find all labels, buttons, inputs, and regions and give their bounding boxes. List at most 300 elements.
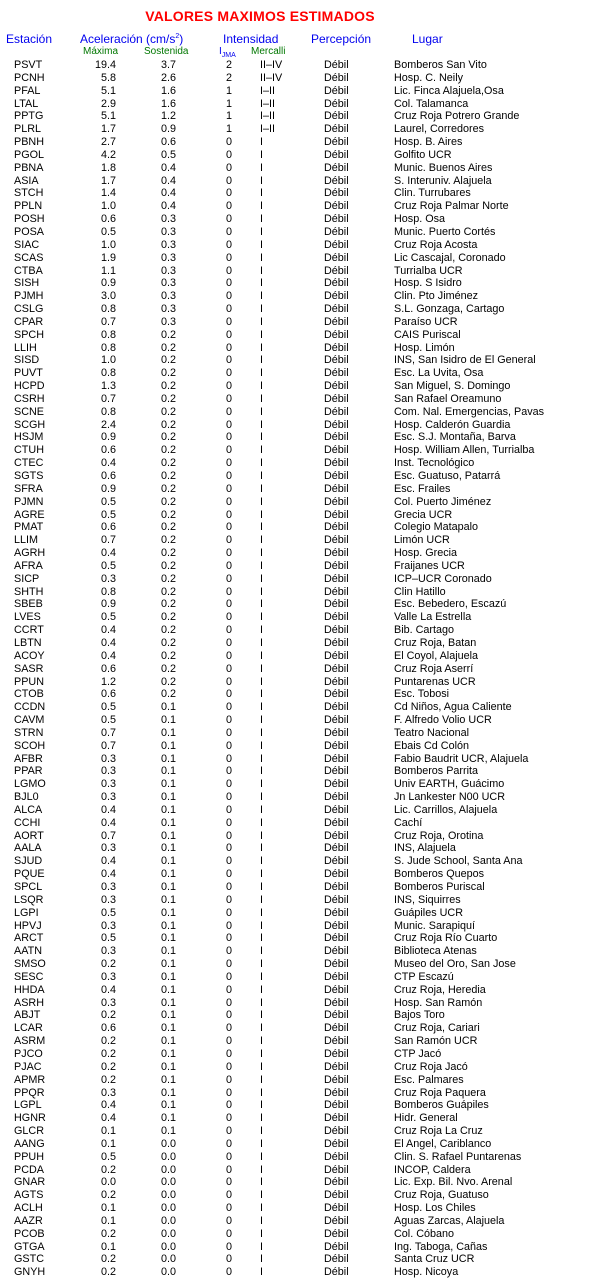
table-row (0, 149, 590, 162)
table-row (0, 830, 590, 843)
intensity-mercalli: I (260, 598, 263, 611)
perception: Débil (324, 405, 349, 418)
location: Cruz Roja, Batan (394, 636, 477, 649)
accel-sostenida: 0.2 (160, 328, 176, 341)
station-code: SHTH (14, 585, 44, 598)
perception: Débil (324, 572, 349, 585)
accel-sostenida: 0.1 (160, 958, 176, 971)
intensity-jma: 0 (225, 1163, 232, 1176)
accel-sostenida: 0.1 (160, 881, 176, 893)
location: ICP–UCR Coronado (394, 572, 492, 585)
intensity-jma: 0 (225, 868, 232, 881)
accel-max: 1.0 (100, 200, 116, 213)
accel-max: 0.6 (100, 213, 116, 226)
location: Hosp. San Ramón (394, 996, 483, 1009)
location: Cruz Roja Potrero Grande (394, 110, 520, 123)
accel-max: 1.1 (100, 264, 116, 277)
location: Esc. Guatuso, Patarrá (394, 470, 501, 482)
station-table (0, 59, 590, 1279)
perception: Débil (324, 1125, 349, 1138)
station-code: AANG (14, 1137, 45, 1150)
station-code: AGRE (14, 508, 45, 521)
table-row (0, 534, 590, 547)
intensity-jma: 0 (225, 842, 232, 855)
intensity-mercalli: I (260, 649, 263, 662)
accel-sostenida: 0.2 (160, 662, 176, 675)
accel-sostenida: 0.3 (160, 213, 176, 226)
intensity-mercalli: I (260, 405, 263, 418)
accel-sostenida: 0.0 (160, 1163, 176, 1176)
accel-max: 0.2 (100, 1047, 116, 1060)
perception: Débil (324, 970, 349, 983)
perception: Débil (324, 1060, 349, 1073)
location: S.L. Gonzaga, Cartago (394, 303, 505, 316)
accel-sostenida: 0.0 (160, 1266, 176, 1279)
intensity-jma: 0 (225, 945, 232, 958)
perception: Débil (324, 187, 349, 200)
location: Cruz Roja, Cariari (394, 1022, 480, 1035)
accel-max: 5.8 (100, 71, 116, 84)
station-code: PCOB (14, 1227, 45, 1240)
location: Com. Nal. Emergencias, Pavas (394, 405, 545, 418)
station-code: CSLG (14, 303, 44, 316)
station-code: PBNA (14, 161, 44, 174)
accel-sostenida: 0.2 (160, 547, 176, 560)
table-row (0, 419, 590, 432)
intensity-jma: 0 (225, 200, 232, 213)
intensity-mercalli: I (260, 932, 263, 945)
accel-max: 3.0 (100, 290, 116, 303)
intensity-jma: 0 (225, 1227, 232, 1240)
accel-sostenida: 0.2 (160, 559, 176, 572)
intensity-mercalli: I (260, 148, 263, 161)
accel-sostenida: 0.2 (160, 675, 176, 688)
perception: Débil (324, 1099, 349, 1112)
accel-sostenida: 0.1 (160, 1022, 176, 1035)
subheader-ijma-sub: JMA (221, 52, 236, 59)
table-row (0, 265, 590, 278)
perception: Débil (324, 328, 349, 341)
intensity-jma: 0 (225, 752, 232, 765)
accel-max: 1.0 (100, 354, 116, 367)
location: Laurel, Corredores (394, 123, 485, 136)
perception: Débil (324, 123, 349, 136)
intensity-jma: 0 (225, 251, 232, 264)
location: San Ramón UCR (394, 1035, 478, 1048)
header-aceleracion (80, 32, 183, 46)
table-row (0, 997, 590, 1010)
table-row (0, 1138, 590, 1151)
accel-sostenida: 0.2 (160, 624, 176, 637)
location: Inst. Tecnológico (394, 457, 475, 470)
station-code: PPAR (14, 765, 43, 778)
table-row (0, 252, 590, 265)
accel-sostenida: 0.6 (160, 136, 176, 149)
perception: Débil (324, 958, 349, 971)
location: Esc. La Uvita, Osa (394, 367, 484, 380)
station-code: ABJT (14, 1009, 41, 1022)
station-code: CAVM (14, 714, 45, 727)
table-row (0, 932, 590, 945)
intensity-jma: 0 (225, 341, 232, 354)
table-row (0, 393, 590, 406)
accel-max: 0.3 (100, 881, 116, 893)
table-row (0, 290, 590, 303)
perception: Débil (324, 726, 349, 739)
location: Bib. Cartago (394, 624, 455, 637)
accel-sostenida: 0.0 (160, 1137, 176, 1150)
station-code: ALCA (14, 803, 43, 816)
location: Hosp. Nicoya (394, 1266, 459, 1279)
location: Esc. Tobosi (394, 688, 450, 701)
intensity-mercalli: I (260, 675, 263, 688)
accel-max: 0.2 (100, 1253, 116, 1266)
accel-sostenida: 0.2 (160, 380, 176, 393)
intensity-jma: 0 (225, 983, 232, 996)
station-code: HPVJ (14, 919, 42, 932)
accel-max: 0.3 (100, 778, 116, 791)
intensity-jma: 0 (225, 572, 232, 585)
accel-sostenida: 0.2 (160, 418, 176, 431)
station-code: AGTS (14, 1189, 44, 1202)
accel-max: 5.1 (100, 110, 116, 123)
perception: Débil (324, 71, 349, 84)
station-code: PSVT (14, 59, 43, 71)
table-row (0, 984, 590, 997)
table-row (0, 1125, 590, 1138)
intensity-jma: 0 (225, 277, 232, 290)
header-estacion: Estación (6, 32, 53, 46)
intensity-mercalli: I (260, 521, 263, 534)
intensity-mercalli: I (260, 213, 263, 226)
intensity-mercalli: I (260, 470, 263, 482)
accel-max: 2.4 (100, 418, 116, 431)
intensity-mercalli: I (260, 945, 263, 958)
accel-max: 19.4 (94, 59, 116, 71)
location: Munic. Puerto Cortés (394, 225, 496, 238)
intensity-mercalli: I (260, 251, 263, 264)
intensity-jma: 0 (225, 765, 232, 778)
table-row (0, 791, 590, 804)
intensity-jma: 0 (225, 829, 232, 842)
perception: Débil (324, 354, 349, 367)
station-code: PJAC (14, 1060, 42, 1073)
perception: Débil (324, 996, 349, 1009)
accel-max: 0.2 (100, 1009, 116, 1022)
station-code: PPLN (14, 200, 43, 213)
accel-max: 0.5 (100, 906, 116, 919)
location: Esc. Bebedero, Escazú (394, 598, 507, 611)
accel-sostenida: 0.3 (160, 251, 176, 264)
location: INS, Alajuela (394, 842, 456, 855)
table-row (0, 765, 590, 778)
location: Cd Niños, Agua Caliente (394, 701, 512, 714)
intensity-mercalli: I (260, 958, 263, 971)
location: Clin. Pto Jiménez (394, 290, 479, 303)
location: Valle La Estrella (394, 611, 472, 624)
header-aceleracion-sup: 2 (175, 33, 180, 40)
location: Bomberos Puriscal (394, 881, 485, 893)
location: El Coyol, Alajuela (394, 649, 479, 662)
accel-sostenida: 0.1 (160, 1009, 176, 1022)
accel-sostenida: 0.1 (160, 816, 176, 829)
intensity-mercalli: I (260, 444, 263, 457)
intensity-mercalli: I (260, 739, 263, 752)
accel-max: 0.4 (100, 624, 116, 637)
accel-max: 0.2 (100, 1060, 116, 1073)
intensity-jma: 0 (225, 662, 232, 675)
accel-max: 0.3 (100, 842, 116, 855)
accel-max: 4.2 (100, 148, 116, 161)
station-code: PMAT (14, 521, 44, 534)
station-code: HHDA (14, 983, 45, 996)
accel-max: 0.1 (100, 1214, 116, 1227)
perception: Débil (324, 470, 349, 482)
location: Cruz Roja La Cruz (394, 1125, 483, 1138)
intensity-mercalli: I (260, 1227, 263, 1240)
intensity-mercalli: I (260, 636, 263, 649)
accel-sostenida: 0.0 (160, 1214, 176, 1227)
intensity-mercalli: I (260, 611, 263, 624)
perception: Débil (324, 136, 349, 149)
accel-max: 0.5 (100, 611, 116, 624)
table-row (0, 1061, 590, 1074)
intensity-jma: 0 (225, 392, 232, 405)
intensity-jma: 0 (225, 559, 232, 572)
station-code: PLRL (14, 123, 42, 136)
location: Hosp. Calderón Guardia (394, 418, 511, 431)
accel-sostenida: 0.3 (160, 238, 176, 251)
accel-sostenida: 0.2 (160, 534, 176, 547)
table-row (0, 1266, 590, 1279)
table-row (0, 598, 590, 611)
perception: Débil (324, 739, 349, 752)
perception: Débil (324, 1266, 349, 1279)
station-code: PUVT (14, 367, 43, 380)
accel-sostenida: 0.2 (160, 392, 176, 405)
perception: Débil (324, 174, 349, 187)
accel-max: 0.6 (100, 470, 116, 482)
station-code: PCNH (14, 71, 45, 84)
intensity-jma: 0 (225, 893, 232, 906)
intensity-mercalli: I (260, 714, 263, 727)
station-code: GNYH (14, 1266, 46, 1279)
table-row (0, 123, 590, 136)
location: Hosp. Limón (394, 341, 455, 354)
accel-sostenida: 0.0 (160, 1150, 176, 1163)
accel-sostenida: 0.1 (160, 765, 176, 778)
intensity-mercalli: I (260, 803, 263, 816)
location: Bomberos Quepos (394, 868, 485, 881)
table-row (0, 226, 590, 239)
station-code: CTOB (14, 688, 44, 701)
perception: Débil (324, 636, 349, 649)
table-row (0, 98, 590, 111)
accel-max: 0.2 (100, 1163, 116, 1176)
table-row (0, 1176, 590, 1189)
subheader-ijma (219, 46, 236, 59)
intensity-mercalli: I (260, 572, 263, 585)
accel-max: 0.8 (100, 303, 116, 316)
intensity-jma: 0 (225, 367, 232, 380)
station-code: ASIA (14, 174, 39, 187)
accel-max: 0.5 (100, 495, 116, 508)
perception: Débil (324, 868, 349, 881)
accel-max: 0.8 (100, 341, 116, 354)
intensity-mercalli: I–II (260, 123, 276, 136)
intensity-mercalli: I (260, 585, 263, 598)
intensity-jma: 1 (225, 84, 232, 97)
intensity-jma: 2 (225, 71, 232, 84)
accel-max: 0.3 (100, 970, 116, 983)
table-row (0, 1151, 590, 1164)
intensity-jma: 0 (225, 855, 232, 868)
location: Bomberos San Vito (394, 59, 487, 71)
location: F. Alfredo Volio UCR (394, 714, 492, 727)
intensity-mercalli: I (260, 1266, 263, 1279)
table-row (0, 907, 590, 920)
intensity-jma: 0 (225, 919, 232, 932)
intensity-mercalli: I (260, 1189, 263, 1202)
intensity-mercalli: I (260, 482, 263, 495)
intensity-mercalli: I (260, 328, 263, 341)
station-code: LVES (14, 611, 41, 624)
table-row (0, 547, 590, 560)
table-row (0, 329, 590, 342)
perception: Débil (324, 855, 349, 868)
location: S. Interuniv. Alajuela (394, 174, 492, 187)
location: Fraijanes UCR (394, 559, 465, 572)
intensity-jma: 0 (225, 457, 232, 470)
location: Col. Puerto Jiménez (394, 495, 492, 508)
accel-max: 0.9 (100, 598, 116, 611)
location: Hosp. B. Aires (394, 136, 463, 149)
accel-max: 1.4 (100, 187, 116, 200)
intensity-jma: 0 (225, 1086, 232, 1099)
accel-sostenida: 0.3 (160, 315, 176, 328)
accel-max: 1.9 (100, 251, 116, 264)
perception: Débil (324, 1214, 349, 1227)
intensity-jma: 0 (225, 508, 232, 521)
station-code: BJL0 (14, 791, 39, 804)
perception: Débil (324, 444, 349, 457)
intensity-mercalli: I (260, 791, 263, 804)
location: Cruz Roja Paquera (394, 1086, 486, 1099)
intensity-jma: 0 (225, 418, 232, 431)
intensity-jma: 0 (225, 354, 232, 367)
intensity-jma: 0 (225, 970, 232, 983)
header-lugar: Lugar (412, 32, 443, 46)
accel-sostenida: 0.1 (160, 1047, 176, 1060)
accel-sostenida: 0.2 (160, 521, 176, 534)
table-row (0, 663, 590, 676)
perception: Débil (324, 893, 349, 906)
perception: Débil (324, 534, 349, 547)
intensity-jma: 0 (225, 701, 232, 714)
subheader-ijma-main: I (219, 46, 222, 57)
perception: Débil (324, 1009, 349, 1022)
station-code: PQUE (14, 868, 45, 881)
table-row (0, 958, 590, 971)
accel-max: 0.2 (100, 1227, 116, 1240)
accel-sostenida: 0.0 (160, 1202, 176, 1215)
perception: Débil (324, 1189, 349, 1202)
location: Bomberos Parrita (394, 765, 479, 778)
accel-max: 2.7 (100, 136, 116, 149)
station-code: LGPI (14, 906, 39, 919)
location: Cruz Roja Acosta (394, 238, 478, 251)
perception: Débil (324, 1202, 349, 1215)
station-code: PPTG (14, 110, 44, 123)
table-row (0, 688, 590, 701)
accel-max: 1.3 (100, 380, 116, 393)
intensity-mercalli: I (260, 842, 263, 855)
accel-max: 0.1 (100, 1125, 116, 1138)
accel-sostenida: 0.1 (160, 970, 176, 983)
accel-max: 0.3 (100, 765, 116, 778)
table-row (0, 200, 590, 213)
accel-sostenida: 1.6 (160, 97, 176, 110)
perception: Débil (324, 559, 349, 572)
perception: Débil (324, 1163, 349, 1176)
intensity-jma: 0 (225, 495, 232, 508)
intensity-mercalli: I (260, 1202, 263, 1215)
location: Cachí (394, 816, 423, 829)
accel-sostenida: 0.2 (160, 457, 176, 470)
intensity-jma: 0 (225, 444, 232, 457)
perception: Débil (324, 547, 349, 560)
location: Munic. Sarapiquí (394, 919, 476, 932)
intensity-mercalli: I (260, 1047, 263, 1060)
accel-sostenida: 0.2 (160, 636, 176, 649)
perception: Débil (324, 59, 349, 71)
perception: Débil (324, 1022, 349, 1035)
page-title: VALORES MAXIMOS ESTIMADOS (145, 8, 375, 24)
intensity-mercalli: I (260, 495, 263, 508)
perception: Débil (324, 611, 349, 624)
station-code: SMSO (14, 958, 46, 971)
location: Hosp. S Isidro (394, 277, 462, 290)
location: Fabio Baudrit UCR, Alajuela (394, 752, 529, 765)
intensity-mercalli: I (260, 264, 263, 277)
accel-max: 0.1 (100, 1202, 116, 1215)
table-row (0, 509, 590, 522)
accel-sostenida: 0.3 (160, 290, 176, 303)
intensity-mercalli: I (260, 457, 263, 470)
accel-sostenida: 0.2 (160, 495, 176, 508)
location: Hosp. Grecia (394, 547, 458, 560)
table-row (0, 868, 590, 881)
intensity-jma: 0 (225, 636, 232, 649)
accel-max: 0.5 (100, 559, 116, 572)
table-row (0, 1099, 590, 1112)
location: Teatro Nacional (394, 726, 470, 739)
table-row (0, 457, 590, 470)
station-code: LGPL (14, 1099, 42, 1112)
accel-max: 0.6 (100, 688, 116, 701)
intensity-mercalli: I (260, 200, 263, 213)
table-row (0, 676, 590, 689)
perception: Débil (324, 380, 349, 393)
location: Guápiles UCR (394, 906, 464, 919)
perception: Débil (324, 84, 349, 97)
intensity-jma: 0 (225, 303, 232, 316)
perception: Débil (324, 945, 349, 958)
table-row (0, 1048, 590, 1061)
accel-max: 1.7 (100, 123, 116, 136)
accel-sostenida: 0.5 (160, 148, 176, 161)
accel-max: 0.2 (100, 1035, 116, 1048)
